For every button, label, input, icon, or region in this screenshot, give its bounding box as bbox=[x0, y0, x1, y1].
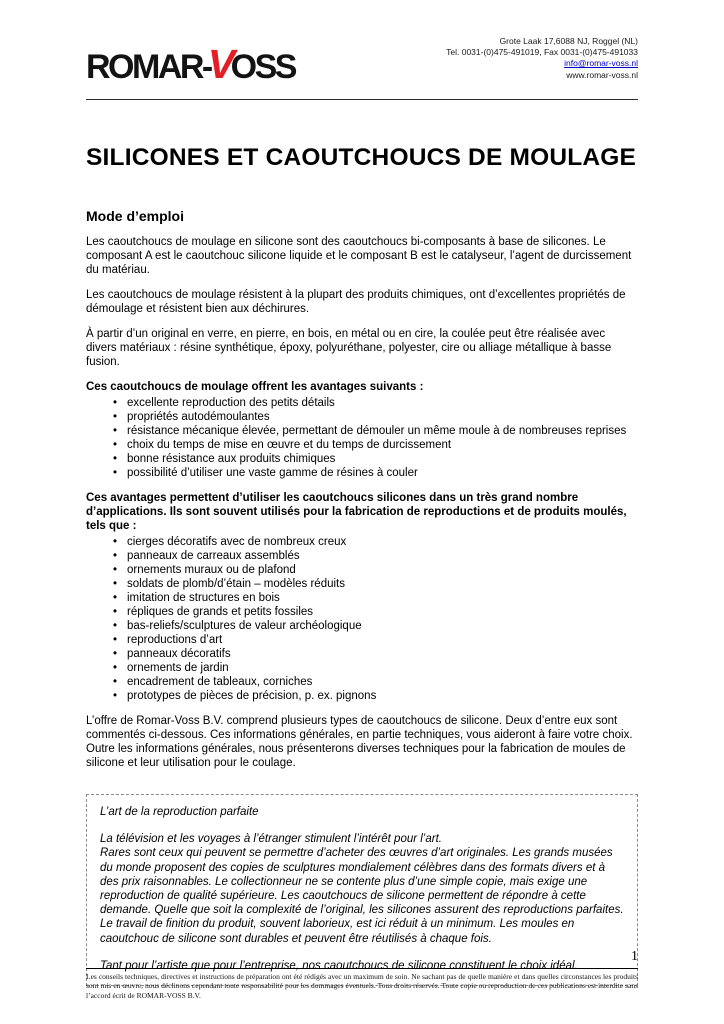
bullet-icon bbox=[113, 452, 117, 466]
bullet-icon bbox=[113, 466, 117, 480]
list-item-text: soldats de plomb/d’étain – modèles réduits bbox=[127, 578, 345, 590]
list-item-text: encadrement de tableaux, corniches bbox=[127, 676, 313, 688]
list-item bbox=[86, 424, 638, 438]
footer-disclaimer: Les conseils techniques, directives et instructions de préparation ont été rédigés avec un maximum de soin. Ne sachant pas de quelle manière et dans quelles circonstances les produits sont mis en œuvre, nous déclinons cependant toute responsabilité pour les dommages éventuels. Tous droits réservés. Toute copie ou reproduction de ces publications est interdite sans l’accord écrit de ROMAR-VOSS B.V. bbox=[86, 971, 638, 1000]
bullet-icon bbox=[113, 689, 117, 703]
list-item bbox=[86, 396, 638, 410]
list-item-text: reproductions d’art bbox=[127, 634, 223, 646]
bullet-icon bbox=[113, 396, 117, 410]
header-divider bbox=[86, 99, 638, 100]
bullet-icon bbox=[113, 535, 117, 549]
list-item bbox=[86, 689, 638, 703]
list-item bbox=[86, 591, 638, 605]
logo-part-2: OSS bbox=[230, 48, 295, 86]
list-item bbox=[86, 661, 638, 675]
logo-letter-v: V bbox=[207, 41, 233, 87]
list-item bbox=[86, 549, 638, 563]
bullet-icon bbox=[113, 424, 117, 438]
list-item-text: bas-reliefs/sculptures de valeur archéologique bbox=[127, 620, 362, 632]
list-item bbox=[86, 647, 638, 661]
list-item-text: résistance mécanique élevée, permettant de démouler un même moule à de nombreuses reprises bbox=[127, 425, 627, 437]
bullet-icon bbox=[113, 675, 117, 689]
list-item-text: prototypes de pièces de précision, p. ex. pignons bbox=[127, 690, 377, 702]
applications-list bbox=[86, 535, 638, 703]
list-item-text: imitation de structures en bois bbox=[127, 592, 280, 604]
list-item-text: excellente reproduction des petits détails bbox=[127, 397, 335, 409]
contact-email-link[interactable]: info@romar-voss.nl bbox=[564, 58, 638, 69]
bullet-icon bbox=[113, 577, 117, 591]
intro-paragraph-1: Les caoutchoucs de moulage en silicone sont des caoutchoucs bi-composants à base de silicones. Le composant A est le caoutchouc silicone liquide et le composant B est le catalyseur, l’agent de durcissement du matériau. bbox=[86, 236, 632, 276]
list-item bbox=[86, 563, 638, 577]
page-footer bbox=[86, 950, 638, 1001]
intro-paragraph-3: À partir d’un original en verre, en pierre, en bois, en métal ou en cire, la coulée peut être réalisée avec divers matériaux : résine synthétique, époxy, polyuréthane, polyester, cire ou alliage métallique à basse fusion. bbox=[86, 328, 612, 368]
bullet-icon bbox=[113, 661, 117, 675]
footer-divider bbox=[86, 968, 638, 969]
company-logo bbox=[86, 36, 295, 85]
quote-line-1: La télévision et les voyages à l’étranger stimulent l’intérêt pour l’art. bbox=[100, 833, 442, 846]
list-item bbox=[86, 452, 638, 466]
offer-paragraph: L’offre de Romar-Voss B.V. comprend plusieurs types de caoutchoucs de silicone. Deux d’entre eux sont commentés ci-dessous. Ces informations générales, en partie techniques, vous aideront à faire votre choix. Outre les informations générales, nous présenterons diverses techniques pour la fabrication de moules de silicone et leur utilisation pour le coulage. bbox=[86, 715, 633, 769]
applications-heading: Ces avantages permettent d’utiliser les caoutchoucs silicones dans un très grand nombre d’applications. Ils sont souvent utilisés pour la fabrication de reproductions et de produits moulés, tels que : bbox=[86, 492, 627, 532]
list-item bbox=[86, 535, 638, 549]
page-number: 1 bbox=[631, 948, 638, 964]
bullet-icon bbox=[113, 549, 117, 563]
contact-website: www.romar-voss.nl bbox=[566, 69, 638, 80]
list-item-text: cierges décoratifs avec de nombreux creux bbox=[127, 536, 347, 548]
bullet-icon bbox=[113, 591, 117, 605]
contact-info bbox=[446, 36, 638, 81]
bullet-icon bbox=[113, 605, 117, 619]
logo-part-1: ROMAR- bbox=[86, 48, 211, 86]
intro-paragraph-2: Les caoutchoucs de moulage résistent à la plupart des produits chimiques, ont d’excellentes propriétés de démoulage et résistent bien aux déchirures. bbox=[86, 289, 626, 315]
bullet-icon bbox=[113, 563, 117, 577]
contact-phone-fax: Tel. 0031-(0)475-491019, Fax 0031-(0)475-491033 bbox=[446, 47, 638, 58]
page-header bbox=[86, 36, 638, 85]
bullet-icon bbox=[113, 619, 117, 633]
list-item-text: répliques de grands et petits fossiles bbox=[127, 606, 314, 618]
list-item bbox=[86, 438, 638, 452]
list-item bbox=[86, 675, 638, 689]
bullet-icon bbox=[113, 410, 117, 424]
quote-closing: Tant pour l’artiste que pour l’entreprise, nos caoutchoucs de silicone constituent le choix idéal. bbox=[100, 959, 578, 972]
advantages-list bbox=[86, 396, 638, 480]
bullet-icon bbox=[113, 438, 117, 452]
list-item bbox=[86, 577, 638, 591]
list-item bbox=[86, 410, 638, 424]
list-item-text: choix du temps de mise en œuvre et du temps de durcissement bbox=[127, 439, 452, 451]
quote-title: L’art de la reproduction parfaite bbox=[100, 806, 259, 818]
list-item-text: panneaux décoratifs bbox=[127, 648, 231, 660]
list-item bbox=[86, 466, 638, 480]
list-item-text: panneaux de carreaux assemblés bbox=[127, 550, 300, 562]
quote-body: Rares sont ceux qui peuvent se permettre d’acheter des œuvres d’art originales. Les grands musées du monde proposent des copies de sculptures mondialement célèbres dans des formats divers et à des prix raisonnables. Le collectionneur ne se contente plus d’une simple copie, mais exige une reproduction de qualité supérieure. Les caoutchoucs de silicone permettent de répondre à cette demande. Quelle que soit la complexité de l’original, les silicones assurent des reproductions parfaites. Le travail de finition du produit, souvent laborieux, est ici réduit à un minimum. Les moules en caoutchouc de silicone sont durables et peuvent être réutilisés à chaque fois. bbox=[100, 847, 624, 945]
list-item-text: propriétés autodémoulantes bbox=[127, 411, 270, 423]
list-item bbox=[86, 633, 638, 647]
list-item bbox=[86, 619, 638, 633]
page-title: SILICONES ET CAOUTCHOUCS DE MOULAGE bbox=[86, 144, 637, 171]
contact-address: Grote Laak 17,6088 NJ, Roggel (NL) bbox=[499, 36, 638, 46]
bullet-icon bbox=[113, 647, 117, 661]
list-item bbox=[86, 605, 638, 619]
list-item-text: possibilité d’utiliser une vaste gamme de résines à couler bbox=[127, 467, 418, 479]
list-item-text: ornements muraux ou de plafond bbox=[127, 564, 296, 576]
list-item-text: bonne résistance aux produits chimiques bbox=[127, 453, 336, 465]
advantages-heading: Ces caoutchoucs de moulage offrent les avantages suivants : bbox=[86, 381, 424, 393]
bullet-icon bbox=[113, 633, 117, 647]
section-heading-mode-demploi: Mode d’emploi bbox=[86, 208, 184, 224]
list-item-text: ornements de jardin bbox=[127, 662, 229, 674]
